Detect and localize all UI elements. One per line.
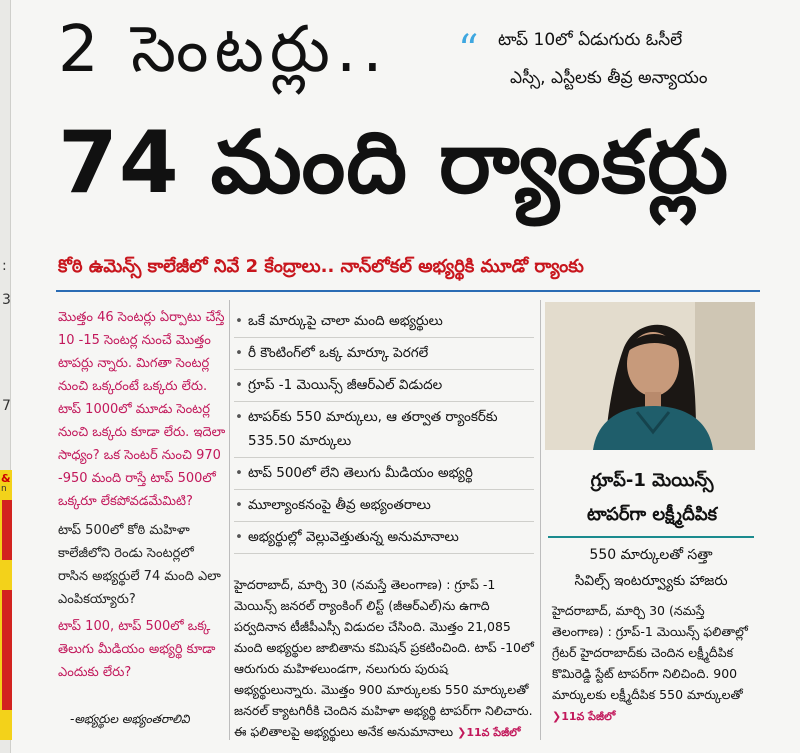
pull-quote-line-2: ఎస్సీ, ఎస్టీలకు తీవ్ర అన్యాయం [510, 68, 708, 88]
edge-ad-subtext: n [1, 484, 7, 494]
highlight-item: • టాపర్‌కు 550 మార్కులు, ఆ తర్వాత ర్యాంకర్‌కు 535.50 మార్కులు [234, 402, 534, 458]
highlight-item: • టాప్ 500లో లేని తెలుగు మీడియం అభ్యర్థి [234, 458, 534, 490]
edge-mark: 7 [2, 398, 11, 414]
page-jump-link[interactable]: ❯11వ పేజీలో [457, 726, 521, 739]
highlight-item: • మూల్యాంకనంపై తీవ్ర అభ్యంతరాలు [234, 490, 534, 522]
highlight-item: • గ్రూప్ -1 మెయిన్స్ జీఆర్ఎల్ విడుదల [234, 370, 534, 402]
sidebar-subhead: సివిల్స్ ఇంటర్వ్యూకు హాజరు [574, 573, 728, 589]
page-jump-link[interactable]: ❯11వ పేజీలో [552, 710, 616, 723]
attribution: -అభ్యర్థుల అభ్యంతరాలివి [70, 712, 190, 726]
sidebar-text: హైదరాబాద్, మార్చి 30 (నమస్తే తెలంగాణ) : గ్రూప్-1 మెయిన్స్ ఫలితాల్లో గ్రేటర్ హైదరాబాద్‌కు చెందిన లక్ష్మీదీపిక కొమిరెడ్డి స్టేట్ టాపర్‌గా నిలిచింది. 900 మార్కులకు లక్ష్మీదీపిక 550 మార్కులతో [552, 603, 748, 702]
sidebar-title-line: గ్రూప్-1 మెయిన్స్ [590, 470, 714, 491]
story-body [234, 574, 534, 743]
quote-mark-icon: “ [458, 27, 479, 73]
column-divider [540, 300, 541, 740]
sidebar-subhead: 550 మార్కులతో సత్తా [589, 547, 713, 563]
highlight-item: • రీ కౌంటింగ్‌లో ఒక్క మార్కూ పెరగలే [234, 338, 534, 370]
objections-column [58, 306, 226, 684]
edge-mark: 3 [2, 292, 11, 308]
ad-red-block [2, 590, 12, 710]
objection-paragraph: టాప్ 100, టాప్ 500లో ఒక్క తెలుగు మీడియం అభ్యర్థి కూడా ఎందుకు లేరు? [58, 619, 216, 680]
headline-line-1: 2 సెంటర్లు.. [58, 13, 389, 87]
edge-ad-text: & [1, 472, 11, 485]
divider [56, 290, 760, 292]
headline-line-2: 74 మంది ర్యాంకర్లు [58, 113, 730, 213]
subheadline-deck: కోఠి ఉమెన్స్ కాలేజీలో నివే 2 కేంద్రాలు.. నాన్‌లోకల్ అభ్యర్థికి మూడో ర్యాంకు [58, 256, 584, 277]
column-divider [229, 300, 230, 740]
portrait-illustration [545, 302, 755, 450]
highlight-item: • ఒకే మార్కుపై చాలా మంది అభ్యర్థులు [234, 306, 534, 338]
ad-red-block [2, 500, 12, 560]
sidebar-subheads [548, 542, 754, 594]
highlights-list [234, 306, 534, 554]
objection-paragraph: టాప్ 500లో కోఠి మహిళా కాలేజీలోని రెండు సెంటర్లలో రాసిన అభ్యర్థులే 74 మంది ఎలా ఎంపికయ్యారు? [58, 523, 221, 607]
highlight-item: • అభ్యర్థుల్లో వెల్లువెత్తుతున్న అనుమానాలు [234, 522, 534, 554]
story-text: హైదరాబాద్, మార్చి 30 (నమస్తే తెలంగాణ) : గ్రూప్ -1 మెయిన్స్ జనరల్ ర్యాంకింగ్ లిస్ట్ (జీఆర్ఎల్)ను ఉగాది పర్వదినాన టీజీపీఎస్సీ విడుదల చేసింది. మొత్తం 21,085 మంది అభ్యర్థుల జాబితాను కమిషన్ ప్రకటించింది. టాప్ -10లో ఆరుగురు మహిళలుండగా, నలుగురు పురుష అభ్యర్థులున్నారు. మొత్తం 900 మార్కులకు 550 మార్కులతో జనరల్ క్యాటగిరీకి చెందిన మహిళా అభ్యర్థి టాపర్‌గా నిలిచారు. ఈ ఫలితాలపై అభ్యర్థులు అనేక అనుమానాలు [234, 577, 534, 739]
sidebar-title-line: టాపర్‌గా లక్ష్మీదీపిక [586, 504, 718, 525]
edge-mark: : [2, 258, 7, 274]
sidebar-title [552, 464, 752, 532]
pull-quote-line-1: టాప్ 10లో ఏడుగురు ఓసీలే [498, 30, 683, 50]
adjacent-advertisement [0, 470, 12, 740]
divider [548, 536, 754, 538]
sidebar-body [552, 600, 752, 727]
topper-photo [545, 302, 755, 450]
objection-paragraph: మొత్తం 46 సెంటర్లు ఏర్పాటు చేస్తే 10 -15 సెంటర్ల నుంచే మొత్తం టాపర్లు న్నారు. మిగతా సెంటర్ల నుంచి ఒక్కరంటే ఒక్కరు లేరు. టాప్ 1000లో మూడు సెంటర్ల నుంచి ఒక్కరు కూడా లేరు. ఇదెలా సాధ్యం? ఒక సెంటర్ నుంచి 970 -950 మంది రాస్తే టాప్ 500లో ఒక్కరూ లేకపోవడమేమిటి? [58, 310, 226, 509]
